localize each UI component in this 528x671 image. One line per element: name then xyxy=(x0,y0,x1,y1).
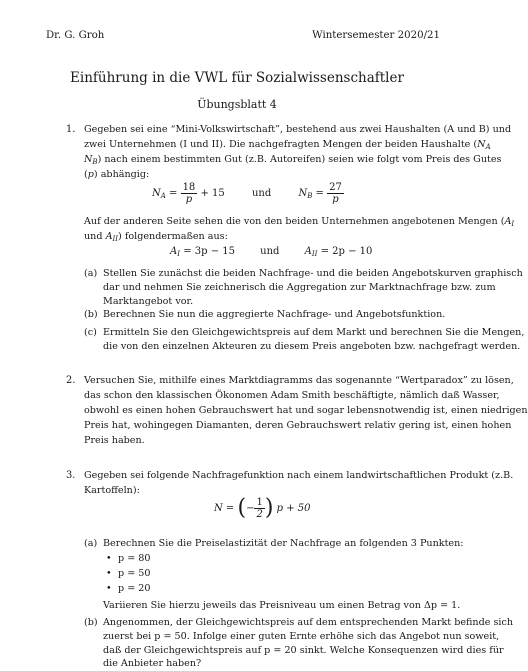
item-1c-line-1: Ermitteln Sie den Gleichgewichtspreis auf dem Markt und berechnen Sie die Mengen, xyxy=(103,327,525,338)
problem-1-supply-intro-2: und $A_{II}$) folgendermaßen aus: xyxy=(84,231,228,243)
bullet-item-2: p = 50 xyxy=(118,568,151,579)
item-3a-line-1: Berechnen Sie die Preiselastizität der Nachfrage an folgenden 3 Punkten: xyxy=(103,538,464,549)
item-3b-line-2: zuerst bei p = 50. Infolge einer guten Ernte erhöhe sich das Angebot nun soweit, xyxy=(103,631,500,642)
document-title: Einführung in die VWL für Sozialwissenschaftler xyxy=(70,70,404,86)
bullet-icon: • xyxy=(106,568,112,579)
item-1b-label: (b) xyxy=(84,309,98,320)
problem-1-line-2: zwei Unternehmen (I und II). Die nachgefragten Mengen der beiden Haushalte ($N_A$ xyxy=(84,139,491,151)
bullet-icon: • xyxy=(106,553,112,564)
semester-label: Wintersemester 2020/21 xyxy=(312,30,440,41)
demand-function-equation: N = (− $\frac{1}{2}$ ) p + 50 xyxy=(214,495,311,521)
problem-1-line-1: Gegeben sei eine “Mini-Volkswirtschaft”, bestehend aus zwei Haushalten (A und B) und xyxy=(84,124,512,135)
item-3a-note: Variieren Sie hierzu jeweils das Preisniveau um einen Betrag von Δp = 1. xyxy=(103,600,461,611)
item-3b-label: (b) xyxy=(84,617,98,628)
bullet-item-1: p = 80 xyxy=(118,553,151,564)
supply-equations: $A_I = 3p - 15$ und $A_{II} = 2p - 10$ xyxy=(170,246,373,258)
problem-2-line-2: das schon den klassischen Ökonomen Adam Smith beschäftigte, nämlich daß Wasser, xyxy=(84,390,500,401)
problem-1-line-3: $N_B$) nach einem bestimmten Gut (z.B. Autoreifen) seien wie folgt vom Preis des Gutes xyxy=(84,154,502,166)
item-1c-label: (c) xyxy=(84,327,97,338)
item-1b-line-1: Berechnen Sie nun die aggregierte Nachfrage- und Angebotsfunktion. xyxy=(103,309,446,320)
item-3b-line-1: Angenommen, der Gleichgewichtspreis auf dem entsprechenden Markt befinde sich xyxy=(103,617,514,628)
problem-2-line-4: Preis hat, wohingegen Diamanten, deren Gebrauchswert relativ gering ist, einen hohen xyxy=(84,420,512,431)
problem-2-number: 2. xyxy=(66,375,76,386)
item-1a-line-3: Marktangebot vor. xyxy=(103,296,194,307)
item-1c-line-2: die von den einzelnen Akteuren zu diesem Preis angeboten bzw. nachgefragt werden. xyxy=(103,341,521,352)
problem-2-line-5: Preis haben. xyxy=(84,435,145,446)
problem-2-line-3: obwohl es einen hohen Gebrauchswert hat und sogar lebensnotwendig ist, einen niedrigen xyxy=(84,405,528,416)
item-3b-line-4: die Anbieter haben? xyxy=(103,658,202,669)
problem-3-line-2: Kartoffeln): xyxy=(84,485,140,496)
item-3b-line-3: daß der Gleichgewichtspreis auf p = 20 sinkt. Welche Konsequenzen wird dies für xyxy=(103,645,504,656)
item-1a-line-2: dar und nehmen Sie zeichnerisch die Aggregation zur Marktnachfrage bzw. zum xyxy=(103,282,496,293)
item-3a-label: (a) xyxy=(84,538,98,549)
item-1a-label: (a) xyxy=(84,268,98,279)
problem-3-number: 3. xyxy=(66,470,76,481)
bullet-icon: • xyxy=(106,583,112,594)
problem-1-supply-intro-1: Auf der anderen Seite sehen die von den beiden Unternehmen angebotenen Mengen ($A_I$ xyxy=(84,216,515,228)
demand-equations: $N_A$ = $\frac{18}{p}$ + 15 und $N_B$ = $\frac{27}{p}$ xyxy=(152,182,342,205)
item-1a-line-1: Stellen Sie zunächst die beiden Nachfrage- und die beiden Angebotskurven graphisch xyxy=(103,268,523,279)
problem-3-line-1: Gegeben sei folgende Nachfragefunktion nach einem landwirtschaftlichen Produkt (z.B. xyxy=(84,470,514,481)
problem-1-number: 1. xyxy=(66,124,76,135)
problem-2-line-1: Versuchen Sie, mithilfe eines Marktdiagramms das sogenannte “Wertparadox” zu lösen, xyxy=(84,375,514,386)
author-name: Dr. G. Groh xyxy=(46,30,105,41)
sheet-subtitle: Übungsblatt 4 xyxy=(197,98,277,111)
bullet-item-3: p = 20 xyxy=(118,583,151,594)
problem-1-line-4: (p) abhängig: xyxy=(84,169,150,180)
